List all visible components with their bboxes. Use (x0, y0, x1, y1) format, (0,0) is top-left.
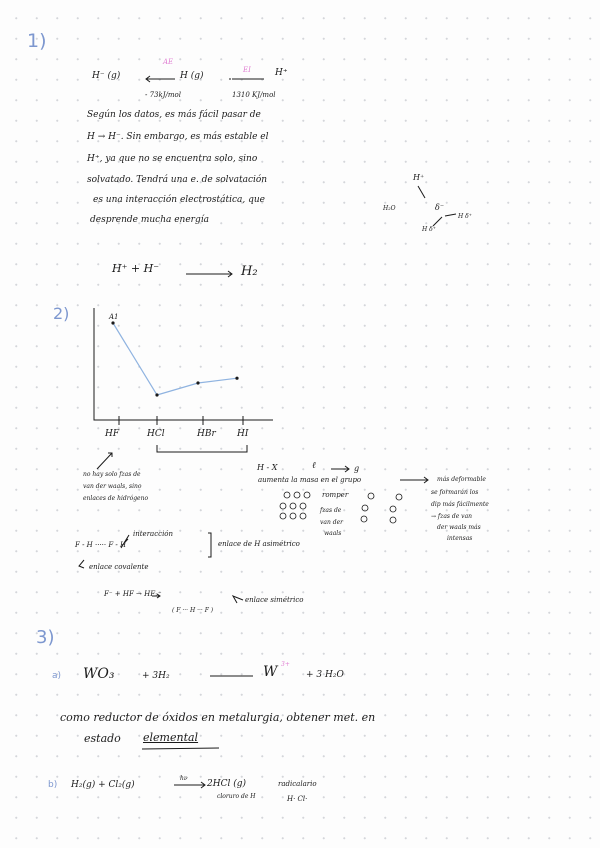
trend-gas: g (354, 464, 360, 473)
note-hf-line-3: enlaces de hidrógeno (83, 495, 149, 502)
q1-energy-right: 1310 KJ/mol (232, 91, 276, 99)
part-a-label: a) (52, 671, 62, 681)
hf2-structure: ( F ··· H ··· F ) (172, 607, 214, 614)
q1-reaction-right: H₂ (241, 264, 258, 279)
chart-axes (94, 308, 273, 420)
chart-plot-area (111, 321, 238, 396)
chart-category-hbr: HBr (197, 429, 216, 439)
part-a-text-line-1: como reductor de óxidos en metalurgia, obtener met. en (60, 711, 376, 724)
trend-hx: H - X (257, 463, 278, 472)
enlace-h-asimetrico: enlace de H asimétrico (218, 540, 300, 548)
interaccion-label: interacción (133, 530, 174, 538)
deform-line-6: intensas (447, 535, 473, 542)
deform-line-2: se formarán los (431, 489, 479, 496)
q1-text-line-6: desprende mucha energía (90, 215, 209, 225)
note-hf-line-2: van der waals, sino (83, 483, 142, 490)
q1-energy-left: - 73kJ/mol (145, 91, 181, 99)
arrow-left-icon (146, 76, 175, 82)
q1-text-line-1: Según los datos, es más fácil pasar de (87, 110, 261, 120)
part-a-elemental: elemental (143, 731, 199, 744)
deform-line-5: der waals más (437, 524, 481, 531)
fh-dimer: F - H ····· F - H (75, 541, 127, 549)
trend-mass-text: aumenta la masa en el grupo (258, 476, 362, 484)
q1-diagram-hplus: H⁺ (413, 173, 425, 182)
part-b-equation: H₂(g) + Cl₂(g) (71, 780, 135, 790)
part-a-text-line-2: estado (84, 732, 121, 745)
trend-liquid: ℓ (312, 461, 316, 471)
part-a-charge: 3+ (281, 661, 290, 668)
fzas-line-1: fzas de (320, 507, 342, 514)
chart-category-hi: HI (237, 429, 249, 439)
section-number-3: 3) (36, 627, 55, 648)
reaction-arrow-icon (186, 271, 232, 277)
deform-line-3: dip más fácilmente (431, 501, 489, 508)
q1-diagram-h-right: H δ⁺ (458, 213, 472, 220)
part-a-w: W (263, 664, 278, 680)
part-b-hv: hν (180, 775, 188, 782)
note-hf-line-1: no hay solo fzas de (83, 471, 141, 478)
q1-reaction-left: H⁺ + H⁻ (112, 262, 160, 275)
fzas-line-2: van der (320, 519, 343, 526)
part-b-radical-label: radicalario (278, 780, 317, 788)
q1-text-line-2: H → H⁻. Sin embargo, es más estable el (87, 132, 269, 142)
chart-point-hcl (155, 393, 158, 396)
q1-label-ae: AE (163, 58, 174, 66)
q1-diagram-oxygen: δ⁻ (435, 203, 445, 212)
enlace-simetrico: enlace simétrico (245, 596, 304, 604)
part-b-product: 2HCl (g) (207, 779, 246, 789)
molecule-circles (280, 492, 402, 523)
chart-series-line (113, 323, 237, 395)
q1-text-line-4: solvatado. Tendrá una e. de solvatación (87, 175, 268, 185)
part-b-product-name: cloruro de H (217, 793, 256, 800)
section-number-1: 1) (27, 30, 47, 52)
deform-line-4: → fzas de van (431, 513, 473, 520)
part-a-h2: + 3H₂ (142, 671, 170, 681)
chart-point-hf (111, 321, 114, 324)
romper-label: romper (322, 491, 349, 499)
part-b-label: b) (48, 780, 58, 790)
q1-eq-mid: H (g) (180, 71, 204, 81)
q1-label-ei: EI (243, 66, 251, 74)
chart-point-hbr (196, 381, 199, 384)
q1-diagram-h2o: H₂O (383, 205, 396, 212)
fzas-line-3: waals (324, 530, 342, 537)
section-number-2: 2) (53, 304, 70, 323)
chart-point-label: A1 (109, 313, 119, 321)
q1-diagram-h-left: H δ⁺ (422, 226, 436, 233)
chart-category-hcl: HCl (147, 429, 165, 439)
part-a-wo3: WO₃ (83, 666, 115, 682)
q1-text-line-3: H⁺, ya que no se encuentra solo, sino (87, 154, 258, 164)
hf2-reaction: F⁻ + HF → HF₂⁻ (104, 590, 162, 598)
chart-category-hf: HF (105, 429, 120, 439)
q1-text-line-5: es una interacción electrostática, que (93, 195, 265, 205)
part-b-radicals: H· Cl· (287, 795, 308, 803)
deform-line-1: más deformable (437, 476, 486, 483)
enlace-covalente-label: enlace covalente (89, 563, 149, 571)
q1-eq-left: H⁻ (g) (92, 71, 121, 81)
chart-point-hi (235, 377, 238, 380)
part-a-water: + 3 H₂O (306, 670, 344, 680)
q1-eq-right: H⁺ (275, 68, 288, 78)
